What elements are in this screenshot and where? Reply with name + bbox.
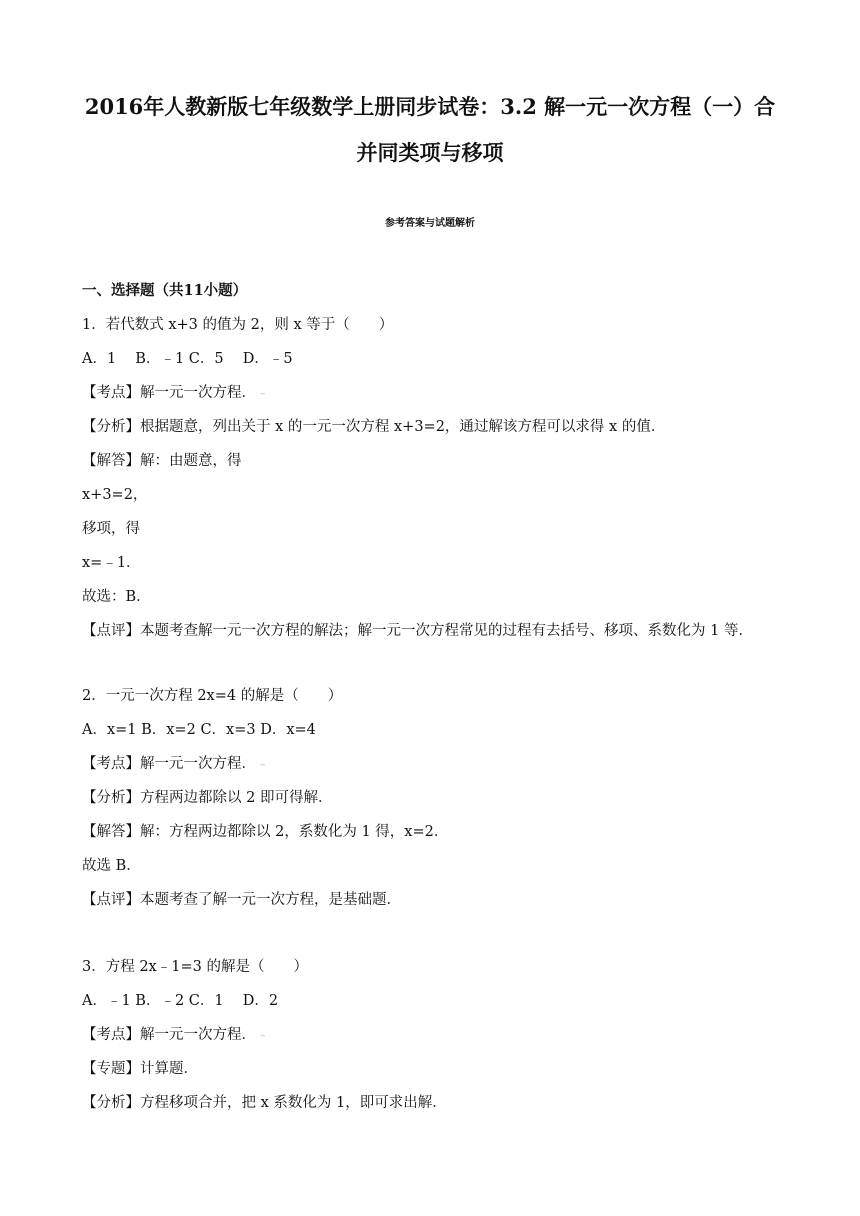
q1-solution-line-4: x=﹣1．: [82, 555, 141, 571]
q1-solution-line-3: 移项，得: [82, 521, 140, 537]
q1-solution-line-5: 故选：B．: [82, 589, 151, 605]
q1-stem: 1．若代数式 x+3 的值为 2，则 x 等于（ ）: [82, 317, 394, 333]
q1-solution-line-2: x+3=2，: [82, 487, 148, 503]
answer-subtitle: 参考答案与试题解析: [385, 218, 475, 229]
q1-kaodian: [82, 383, 266, 404]
q1-kaodian-text: 【考点】解一元一次方程．: [82, 385, 256, 401]
section-heading: 一、选择题（共11小题）: [82, 282, 248, 299]
q2-kaodian-text: 【考点】解一元一次方程．: [82, 756, 256, 772]
q2-comment: 【点评】本题考查了解一元一次方程，是基础题．: [82, 892, 401, 908]
q2-options: A．x=1 B．x=2 C．x=3 D．x=4: [82, 722, 316, 738]
q2-solution: 【解答】解：方程两边都除以 2，系数化为 1 得，x=2．: [82, 824, 449, 840]
q1-comment: 【点评】本题考查解一元一次方程的解法；解一元一次方程常见的过程有去括号、移项、系数化为 1 等．: [82, 623, 753, 639]
q3-analysis: 【分析】方程移项合并，把 x 系数化为 1，即可求出解．: [82, 1095, 447, 1111]
q2-choice: 故选 B．: [82, 858, 141, 874]
q3-topic: 【专题】计算题．: [82, 1061, 198, 1077]
document-title-line-1: 2016年人教新版七年级数学上册同步试卷：3.2 解一元一次方程（一）合: [84, 94, 776, 119]
q3-options: A．﹣1 B．﹣2 C．1 D．2: [82, 993, 279, 1009]
scan-mark-icon: –: [260, 387, 266, 400]
q3-kaodian-text: 【考点】解一元一次方程．: [82, 1027, 256, 1043]
q2-stem: 2．一元一次方程 2x=4 的解是（ ）: [82, 688, 343, 704]
q1-options: A．1 B．﹣1 C．5 D．﹣5: [82, 351, 293, 367]
q1-analysis: 【分析】根据题意，列出关于 x 的一元一次方程 x+3=2，通过解该方程可以求得 x 的值．: [82, 419, 666, 435]
q3-kaodian: [82, 1025, 266, 1046]
q2-analysis: 【分析】方程两边都除以 2 即可得解．: [82, 790, 333, 806]
q1-solution-line-1: 【解答】解：由题意，得: [82, 453, 242, 469]
document-title-line-2: 并同类项与移项: [356, 140, 504, 165]
q3-stem: 3．方程 2x﹣1=3 的解是（ ）: [82, 959, 308, 975]
scan-mark-icon: –: [260, 1029, 266, 1042]
scan-mark-icon: –: [260, 758, 266, 771]
q2-kaodian: [82, 754, 266, 775]
